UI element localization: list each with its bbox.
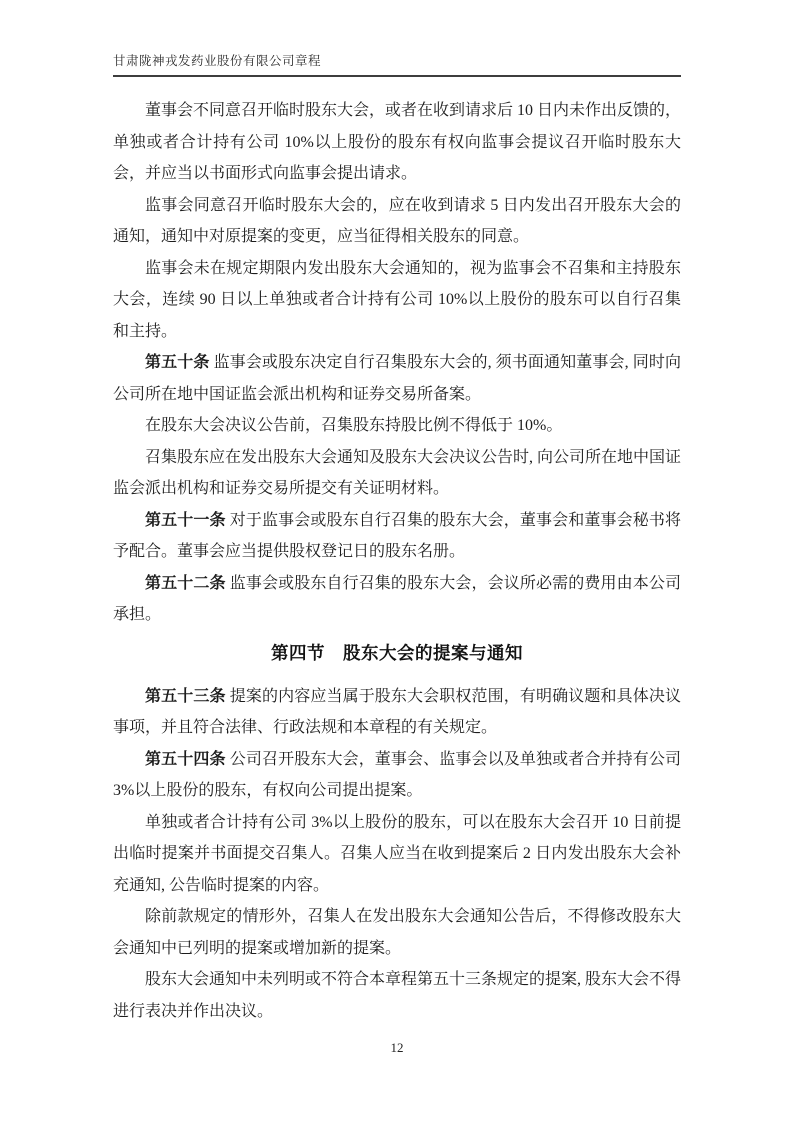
paragraph: 第五十三条 提案的内容应当属于股东大会职权范围，有明确议题和具体决议事项，并且符合法律、行政法规和本章程的有关规定。 xyxy=(113,687,681,736)
section-heading: 第四节 股东大会的提案与通知 xyxy=(271,642,523,663)
paragraph: 单独或者合计持有公司 3%以上股份的股东，可以在股东大会召开 10 日前提出临时提案并书面提交召集人。召集人应当在收到提案后 2 日内发出股东大会补充通知, 公告临时提案的内容。 xyxy=(113,813,681,894)
paragraph: 监事会未在规定期限内发出股东大会通知的，视为监事会不召集和主持股东大会，连续 90 日以上单独或者合计持有公司 10%以上股份的股东可以自行召集和主持。 xyxy=(113,259,681,340)
article-number: 第五十条 xyxy=(145,354,210,371)
header-title: 甘肃陇神戎发药业股份有限公司章程 xyxy=(113,54,322,68)
article-number: 第五十二条 xyxy=(145,574,226,592)
paragraph: 第五十条 监事会或股东决定自行召集股东大会的, 须书面通知董事会, 同时向公司所在地中国证监会派出机构和证券交易所备案。 xyxy=(113,354,681,403)
paragraph: 第五十二条 监事会或股东自行召集的股东大会，会议所必需的费用由本公司承担。 xyxy=(113,574,681,623)
paragraph: 第五十四条 公司召开股东大会，董事会、监事会以及单独或者合并持有公司 3%以上股份的股东，有权向公司提出提案。 xyxy=(113,750,681,799)
article-number: 第五十一条 xyxy=(145,511,226,529)
article-number: 第五十三条 xyxy=(145,687,226,705)
paragraph: 在股东大会决议公告前，召集股东持股比例不得低于 10%。 xyxy=(145,417,563,434)
paragraph: 董事会不同意召开临时股东大会，或者在收到请求后 10 日内未作出反馈的，单独或者合计持有公司 10%以上股份的股东有权向监事会提议召开临时股东大会，并应当以书面形式向监事会提出请求。 xyxy=(113,102,682,182)
page-number: 12 xyxy=(390,1040,404,1055)
article-number: 第五十四条 xyxy=(145,750,226,768)
paragraph: 召集股东应在发出股东大会通知及股东大会决议公告时, 向公司所在地中国证监会派出机构和证券交易所提交有关证明材料。 xyxy=(113,448,682,497)
paragraph: 股东大会通知中未列明或不符合本章程第五十三条规定的提案, 股东大会不得进行表决并作出决议。 xyxy=(113,971,682,1020)
paragraph: 第五十一条 对于监事会或股东自行召集的股东大会，董事会和董事会秘书将予配合。董事会应当提供股权登记日的股东名册。 xyxy=(113,511,681,560)
page-footer xyxy=(0,1039,794,1057)
page-header xyxy=(113,52,681,77)
document-body xyxy=(113,95,681,1027)
paragraph: 除前款规定的情形外，召集人在发出股东大会通知公告后，不得修改股东大会通知中已列明的提案或增加新的提案。 xyxy=(113,908,681,957)
paragraph: 监事会同意召开临时股东大会的，应在收到请求 5 日内发出召开股东大会的通知，通知中对原提案的变更，应当征得相关股东的同意。 xyxy=(113,196,681,245)
